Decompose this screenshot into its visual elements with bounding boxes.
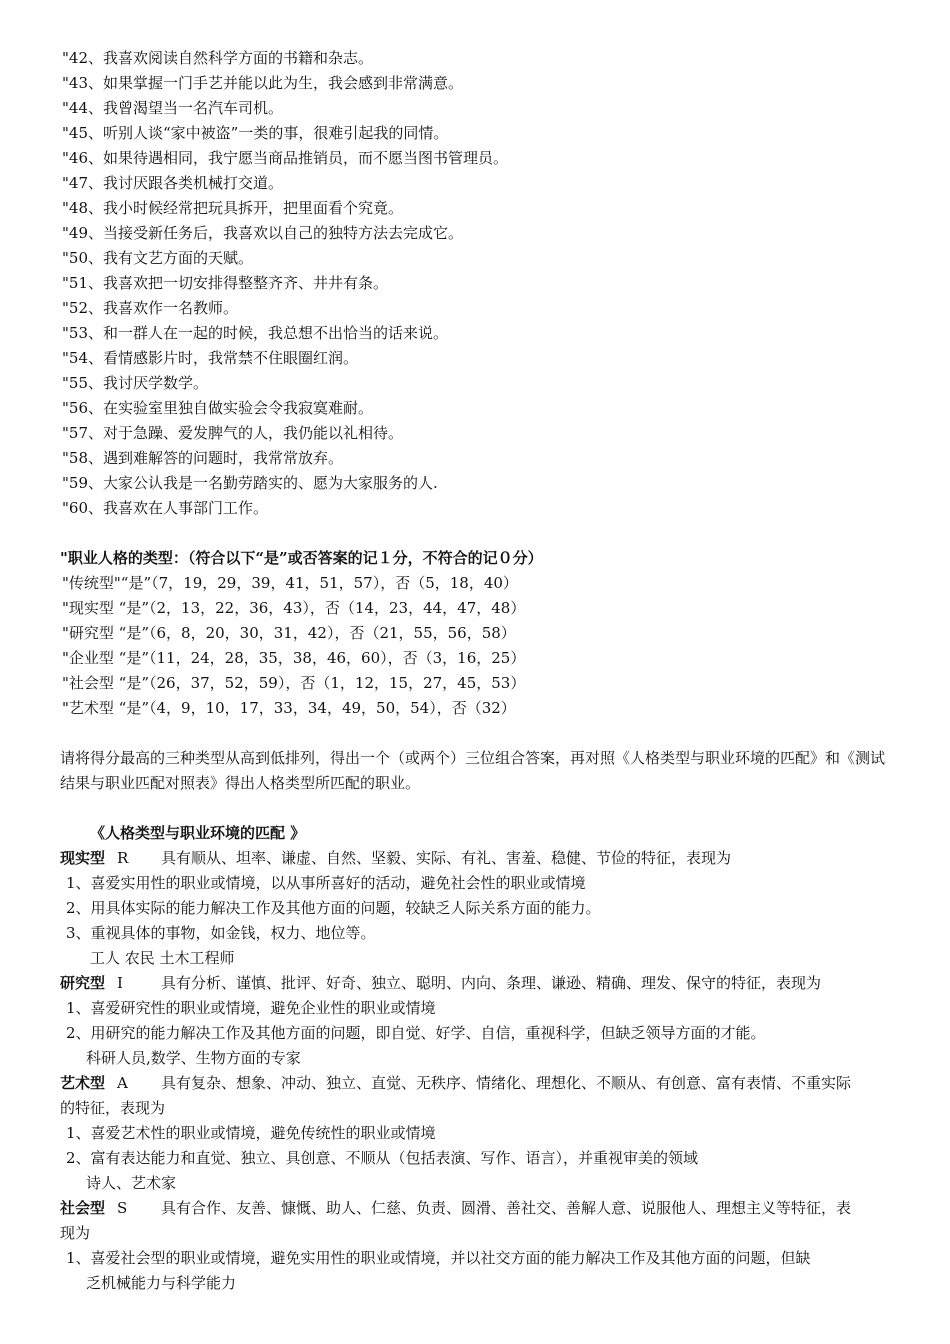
type-name: 艺术型	[60, 1074, 106, 1092]
artistic-point-2: 2、富有表达能力和直觉、独立、具创意、不顺从（包括表演、写作、语言），并重视审美的领域	[66, 1149, 699, 1167]
type-code: I	[117, 974, 123, 992]
realistic-jobs: 工人 农民 土木工程师	[90, 949, 235, 967]
type-realistic-header	[60, 846, 890, 871]
question-51: "51、我喜欢把一切安排得整整齐齐、井井有条。	[62, 274, 388, 292]
question-59: "59、大家公认我是一名勤劳踏实的、愿为大家服务的人.	[62, 474, 438, 492]
score-social: "社会型 “是”（26，37，52，59），否（1，12，15，27，45，53）	[62, 674, 526, 692]
type-description: 具有顺从、坦率、谦虚、自然、坚毅、实际、有礼、害羞、稳健、节俭的特征，表现为	[161, 849, 732, 867]
type-description: 具有分析、谨慎、批评、好奇、独立、聪明、内向、条理、谦逊、精确、理发、保守的特征，表现为	[161, 974, 822, 992]
scoring-heading: "职业人格的类型：（符合以下“是”或否答案的记１分，不符合的记０分）	[60, 549, 543, 567]
question-54: "54、看情感影片时，我常禁不住眼圈红润。	[62, 349, 358, 367]
social-description-cont: 现为	[60, 1224, 91, 1242]
artistic-jobs: 诗人、艺术家	[86, 1174, 177, 1192]
type-name: 现实型	[60, 849, 106, 867]
question-50: "50、我有文艺方面的天赋。	[62, 249, 253, 267]
realistic-point-1: 1、喜爱实用性的职业或情境，以从事所喜好的活动，避免社会性的职业或情境	[66, 874, 586, 892]
realistic-point-3: 3、重视具体的事物，如金钱，权力、地位等。	[66, 924, 376, 942]
score-artistic: "艺术型 “是”（4，9，10，17，33，34，49，50，54），否（32）	[62, 699, 516, 717]
social-point-1-cont: 乏机械能力与科学能力	[86, 1274, 237, 1292]
type-investigative-header	[60, 971, 890, 996]
type-code: S	[117, 1199, 128, 1217]
question-47: "47、我讨厌跟各类机械打交道。	[62, 174, 283, 192]
question-53: "53、和一群人在一起的时候，我总想不出恰当的话来说。	[62, 324, 448, 342]
artistic-point-1: 1、喜爱艺术性的职业或情境，避免传统性的职业或情境	[66, 1124, 436, 1142]
spacer	[60, 721, 890, 746]
score-realistic: "现实型 “是”（2，13，22，36，43），否（14，23，44，47，48）	[62, 599, 526, 617]
type-code: R	[117, 849, 129, 867]
question-45: "45、听别人谈“家中被盗”一类的事，很难引起我的同情。	[62, 124, 449, 142]
question-49: "49、当接受新任务后，我喜欢以自己的独特方法去完成它。	[62, 224, 463, 242]
instruction-paragraph: 请将得分最高的三种类型从高到低排列，得出一个（或两个）三位组合答案，再对照《人格类型与职业环境的匹配》和《测试结果与职业匹配对照表》得出人格类型所匹配的职业。	[60, 749, 886, 792]
question-56: "56、在实验室里独自做实验会令我寂寞难耐。	[62, 399, 373, 417]
type-name: 研究型	[60, 974, 106, 992]
type-artistic-header	[60, 1071, 890, 1096]
section-title: 《人格类型与职业环境的匹配 》	[90, 824, 306, 842]
spacer	[60, 796, 890, 821]
score-enterprising: "企业型 “是”（11，24，28，35，38，46，60），否（3，16，25）	[62, 649, 526, 667]
artistic-description-cont: 的特征，表现为	[60, 1099, 166, 1117]
question-46: "46、如果待遇相同，我宁愿当商品推销员，而不愿当图书管理员。	[62, 149, 508, 167]
type-description: 具有复杂、想象、冲动、独立、直觉、无秩序、情绪化、理想化、不顺从、有创意、富有表情、不重实际	[161, 1074, 852, 1092]
question-44: "44、我曾渴望当一名汽车司机。	[62, 99, 283, 117]
question-58: "58、遇到难解答的问题时，我常常放弃。	[62, 449, 343, 467]
type-social-header	[60, 1196, 890, 1221]
question-48: "48、我小时候经常把玩具拆开，把里面看个究竟。	[62, 199, 403, 217]
score-investigative: "研究型 “是”（6，8，20，30，31，42），否（21，55，56，58）	[62, 624, 516, 642]
score-conventional: "传统型"“是”（7，19，29，39，41，51，57），否（5，18，40）	[62, 574, 518, 592]
type-description: 具有合作、友善、慷慨、助人、仁慈、负责、圆滑、善社交、善解人意、说服他人、理想主义等特征，表	[161, 1199, 852, 1217]
question-43: "43、如果掌握一门手艺并能以此为生，我会感到非常满意。	[62, 74, 463, 92]
spacer	[60, 521, 890, 546]
question-42: "42、我喜欢阅读自然科学方面的书籍和杂志。	[62, 49, 373, 67]
social-point-1: 1、喜爱社会型的职业或情境，避免实用性的职业或情境，并以社交方面的能力解决工作及其他方面的问题，但缺	[66, 1249, 811, 1267]
type-code: A	[117, 1074, 128, 1092]
investigative-point-2: 2、用研究的能力解决工作及其他方面的问题，即自觉、好学、自信，重视科学，但缺乏领导方面的才能。	[66, 1024, 766, 1042]
investigative-jobs: 科研人员,数学、生物方面的专家	[86, 1049, 301, 1067]
question-60: "60、我喜欢在人事部门工作。	[62, 499, 268, 517]
question-57: "57、对于急躁、爱发脾气的人，我仍能以礼相待。	[62, 424, 403, 442]
investigative-point-1: 1、喜爱研究性的职业或情境，避免企业性的职业或情境	[66, 999, 436, 1017]
question-52: "52、我喜欢作一名教师。	[62, 299, 238, 317]
question-55: "55、我讨厌学数学。	[62, 374, 208, 392]
realistic-point-2: 2、用具体实际的能力解决工作及其他方面的问题，较缺乏人际关系方面的能力。	[66, 899, 601, 917]
type-name: 社会型	[60, 1199, 106, 1217]
question-list	[60, 46, 890, 521]
scoring-section	[60, 546, 890, 721]
